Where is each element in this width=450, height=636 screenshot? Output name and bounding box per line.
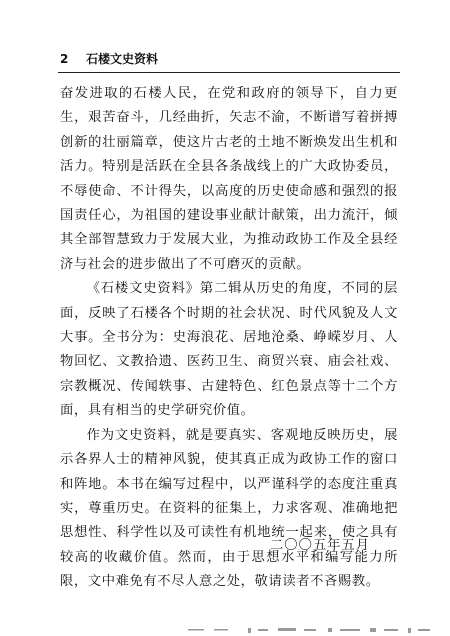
body-text [60, 82, 398, 595]
scan-artifact-marks [188, 626, 438, 634]
paragraph-1: 奋发进取的石楼人民，在党和政府的领导下，自力更生，艰苦奋斗，几经曲折，矢志不渝，不断谱写着拼搏创新的壮丽篇章，使这片古老的土地不断焕发出生机和活力。特别是活跃在全县各条战线上的广大政协委员，不辱使命、不计得失，以高度的历史使命感和强烈的报国责任心，为祖国的建设事业献计献策，出力流汗，倾其全部智慧致力于发展大业，为推动政协工作及全县经济与社会的进步做出了不可磨灭的贡献。 [60, 86, 398, 272]
preface-date: 二〇〇五年五月 [270, 538, 371, 553]
running-header [60, 50, 400, 68]
paragraph-2: 《石楼文史资料》第二辑从历史的角度，不同的层面，反映了石楼各个时期的社会状况、时代风貌及人文大事。全书分为：史海浪花、居地沧桑、峥嵘岁月、人物回忆、文教拾遗、医药卫生、商贸兴衰、庙会社戏、宗教概况、传闻轶事、古建特色、红色景点等十二个方面，具有相当的史学研究价值。 [60, 281, 398, 419]
running-title: 石楼文史资料 [86, 52, 159, 66]
header-rule [58, 72, 400, 73]
paragraph-3: 作为文史资料，就是要真实、客观地反映历史，展示各界人士的精神风貌，使其真正成为政协工作的窗口和阵地。本书在编写过程中，以严谨科学的态度注重真实，尊重历史。在资料的征集上，力求客观、准确地把思想性、科学性以及可读性有机地统一起来，使之具有较高的收藏价值。然而，由于思想水平和编写能力所限，文中难免有不尽人意之处，敬请读者不吝赐教。 [60, 427, 398, 590]
page-number: 2 [60, 52, 69, 66]
